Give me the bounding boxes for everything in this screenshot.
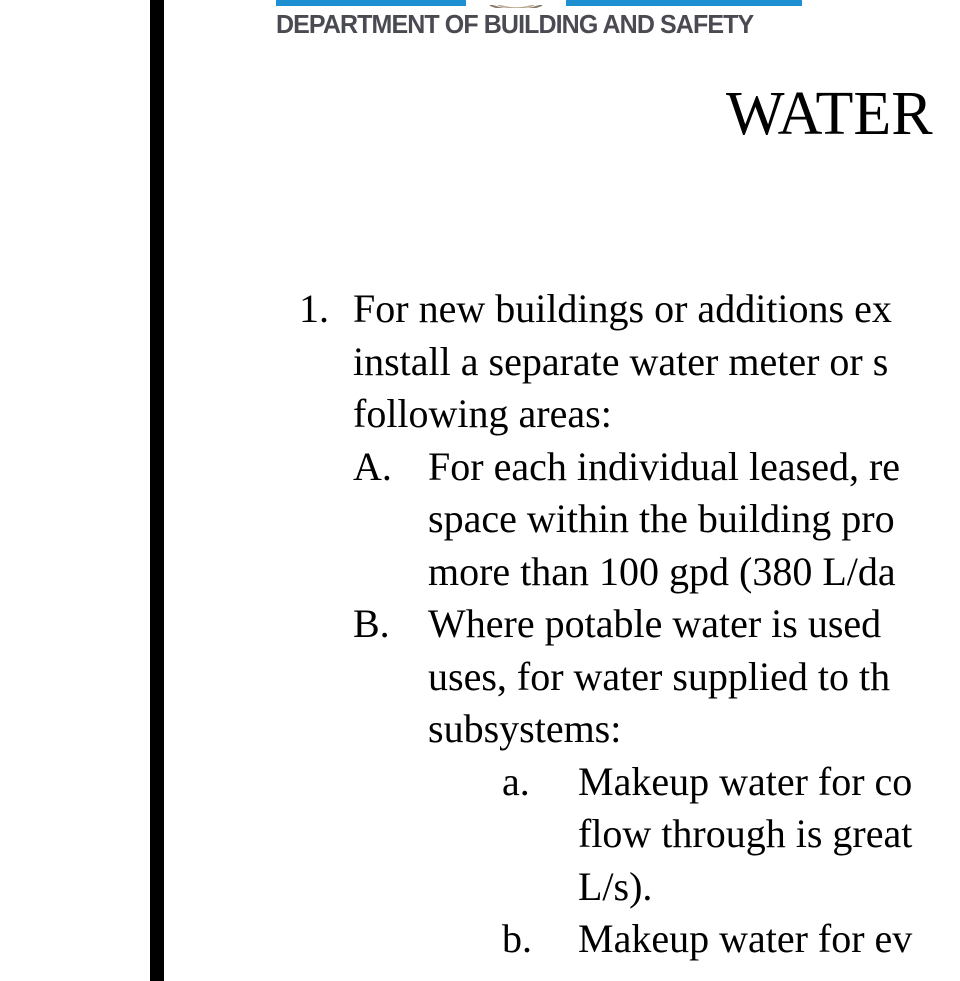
list-item-continuation — [0, 336, 960, 389]
list-item-text: For each individual leased, re — [428, 443, 901, 489]
document-body — [0, 283, 960, 966]
list-item-continuation — [0, 388, 960, 441]
list-item-text: flow through is great — [578, 811, 913, 856]
department-name: DEPARTMENT OF BUILDING AND SAFETY — [276, 10, 754, 40]
header-stripe-right — [566, 0, 802, 6]
list-item — [0, 283, 960, 336]
list-item-text: install a separate water meter or s — [353, 338, 889, 384]
list-item-continuation — [0, 703, 960, 756]
list-item-text: For new buildings or additions ex — [353, 286, 892, 331]
list-marker: b. — [502, 916, 532, 961]
list-item-continuation — [0, 651, 960, 704]
list-item-continuation — [0, 808, 960, 861]
list-item-text: more than 100 gpd (380 L/da — [428, 548, 896, 594]
header-stripe-left — [276, 0, 466, 6]
list-item-continuation — [0, 861, 960, 914]
list-item-text: subsystems: — [428, 706, 622, 751]
list-item-continuation — [0, 546, 960, 599]
list-item-text: L/s). — [578, 863, 653, 909]
list-item-text: Makeup water for co — [578, 758, 913, 804]
list-item-text: uses, for water supplied to th — [428, 653, 891, 699]
list-marker: a. — [502, 758, 530, 804]
list-item — [0, 756, 960, 809]
list-item-text: Makeup water for ev — [578, 916, 913, 961]
list-item-text: space within the building pro — [428, 496, 895, 541]
list-item-text: following areas: — [353, 391, 612, 436]
list-item-continuation — [0, 493, 960, 546]
list-marker: B. — [353, 601, 390, 646]
city-seal-icon — [486, 0, 546, 8]
list-marker: A. — [353, 443, 392, 489]
list-item — [0, 441, 960, 494]
document-title: WATER — [726, 80, 933, 148]
list-marker: 1. — [299, 286, 329, 331]
list-item-text: Where potable water is used — [428, 601, 882, 646]
list-item — [0, 598, 960, 651]
list-item — [0, 913, 960, 966]
